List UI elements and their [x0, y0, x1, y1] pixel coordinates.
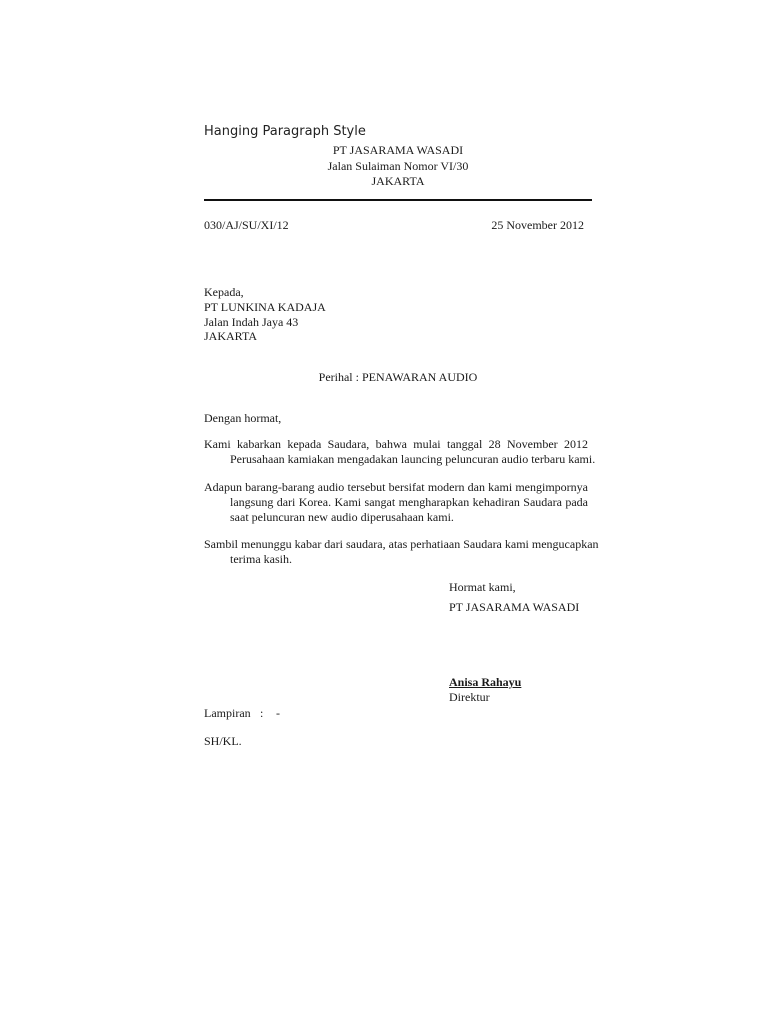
recipient-city: JAKARTA — [204, 329, 257, 343]
initials: SH/KL. — [204, 734, 242, 748]
body-paragraph-3-line-2: terima kasih. — [230, 552, 292, 566]
closing-regards: Hormat kami, — [449, 580, 516, 594]
body-paragraph-3 — [204, 537, 599, 567]
reference-number: 030/AJ/SU/XI/12 — [204, 218, 289, 232]
body-paragraph-1-line-1: Kami kabarkan kepada Saudara, bahwa mulai tanggal 28 November 2012 — [204, 437, 588, 451]
body-paragraph-1 — [204, 437, 596, 467]
letterhead-company: PT JASARAMA WASADI — [332, 143, 464, 157]
page-heading: Hanging Paragraph Style — [204, 124, 366, 139]
body-paragraph-3-line-1: Sambil menunggu kabar dari saudara, atas perhatiaan Saudara kami mengucapkan — [204, 537, 599, 551]
attachment-label: Lampiran — [204, 706, 251, 720]
recipient-salutation: Kepada, — [204, 285, 244, 299]
closing-company: PT JASARAMA WASADI — [449, 600, 580, 614]
attachment-separator: : — [260, 706, 264, 720]
letter-date: 25 November 2012 — [491, 218, 584, 232]
subject-line: Perihal : PENAWARAN AUDIO — [318, 370, 478, 384]
body-paragraph-2-line-1: Adapun barang-barang audio tersebut bersifat modern dan kami mengimpornya — [204, 480, 588, 494]
recipient-company: PT LUNKINA KADAJA — [204, 300, 326, 314]
greeting: Dengan hormat, — [204, 411, 282, 425]
signer-title: Direktur — [449, 690, 490, 704]
letterhead-address: Jalan Sulaiman Nomor VI/30 — [327, 159, 469, 173]
body-paragraph-1-line-2: Perusahaan kamiakan mengadakan launcing peluncuran audio terbaru kami. — [230, 452, 596, 466]
body-paragraph-2-line-3: saat peluncuran new audio diperusahaan kami. — [230, 510, 454, 524]
signer-name: Anisa Rahayu — [449, 675, 522, 689]
attachment-value: - — [276, 706, 280, 720]
body-paragraph-2-line-2: langsung dari Korea. Kami sangat mengharapkan kehadiran Saudara pada — [230, 495, 588, 509]
body-paragraph-2 — [204, 480, 588, 525]
letterhead-city: JAKARTA — [371, 174, 425, 188]
letterhead-divider — [204, 199, 592, 201]
recipient-address: Jalan Indah Jaya 43 — [204, 315, 299, 329]
